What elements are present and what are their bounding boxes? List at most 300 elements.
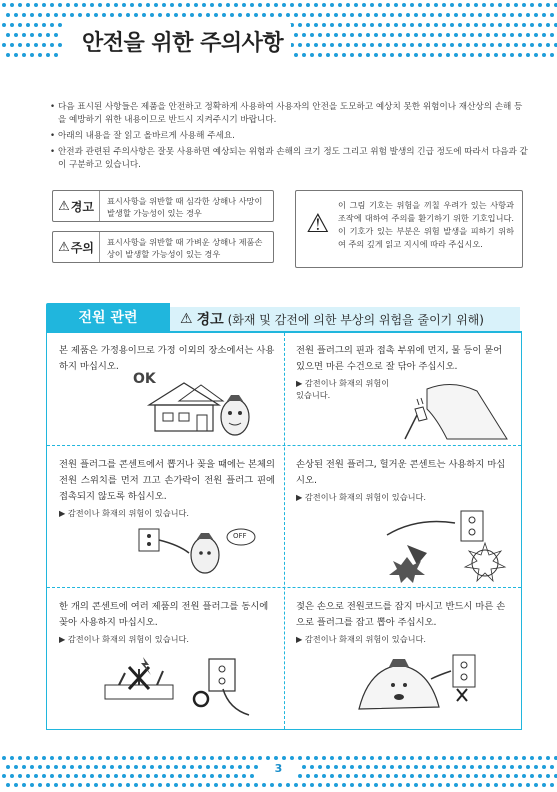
dot xyxy=(318,33,322,37)
dot xyxy=(306,23,310,27)
dot xyxy=(82,3,86,7)
dot xyxy=(550,13,554,17)
dot xyxy=(262,13,266,17)
dot xyxy=(302,53,306,57)
dot xyxy=(226,756,230,760)
dot xyxy=(78,783,82,787)
dot xyxy=(342,33,346,37)
dot xyxy=(50,3,54,7)
dot xyxy=(294,13,298,17)
dot xyxy=(198,13,202,17)
ok-badge: OK xyxy=(133,371,156,387)
dot xyxy=(434,756,438,760)
dot xyxy=(414,53,418,57)
dot xyxy=(242,3,246,7)
dot xyxy=(282,3,286,7)
dot xyxy=(210,3,214,7)
dot xyxy=(234,756,238,760)
dot xyxy=(414,13,418,17)
dot xyxy=(234,3,238,7)
warning-cell-text: 한 개의 콘센트에 여러 제품의 전원 플러그를 동시에 꽂아 사용하지 마십시오. xyxy=(59,601,269,628)
warning-cell-text: 전원 플러그의 핀과 접촉 부위에 먼지, 물 등이 묻어 있으면 마른 수건으로 잘 닦아 주십시오. xyxy=(296,345,503,372)
dot xyxy=(54,33,58,37)
dot xyxy=(302,13,306,17)
dot xyxy=(42,23,46,27)
dot xyxy=(46,13,50,17)
dot xyxy=(318,53,322,57)
dot xyxy=(142,13,146,17)
dot xyxy=(102,13,106,17)
dot xyxy=(266,3,270,7)
dot xyxy=(346,43,350,47)
dot xyxy=(450,756,454,760)
dot xyxy=(322,43,326,47)
dot xyxy=(98,3,102,7)
dot xyxy=(354,23,358,27)
dot xyxy=(306,756,310,760)
dot xyxy=(294,33,298,37)
dot xyxy=(494,53,498,57)
dot xyxy=(142,783,146,787)
dot xyxy=(422,53,426,57)
dot xyxy=(458,23,462,27)
dot xyxy=(118,783,122,787)
dot xyxy=(370,756,374,760)
house-kettle-illustration xyxy=(139,373,259,443)
dot xyxy=(2,23,6,27)
dot xyxy=(414,33,418,37)
dot xyxy=(62,13,66,17)
wet-hand-illustration xyxy=(339,649,489,723)
dot xyxy=(358,13,362,17)
dot xyxy=(282,756,286,760)
dot xyxy=(386,43,390,47)
dot xyxy=(334,13,338,17)
dot xyxy=(18,43,22,47)
dot xyxy=(322,23,326,27)
dot xyxy=(314,23,318,27)
dot xyxy=(394,23,398,27)
dot xyxy=(354,756,358,760)
dot xyxy=(366,33,370,37)
dot xyxy=(530,43,534,47)
dot xyxy=(550,53,554,57)
dot xyxy=(346,3,350,7)
dot xyxy=(350,783,354,787)
dot xyxy=(306,43,310,47)
dot xyxy=(278,13,282,17)
dot xyxy=(454,33,458,37)
dot xyxy=(446,53,450,57)
dot xyxy=(98,756,102,760)
dot xyxy=(294,53,298,57)
dot xyxy=(286,13,290,17)
dot xyxy=(58,3,62,7)
dot xyxy=(238,13,242,17)
dot xyxy=(58,43,62,47)
dot xyxy=(522,43,526,47)
dot xyxy=(94,13,98,17)
dot xyxy=(174,13,178,17)
dot xyxy=(138,756,142,760)
dot xyxy=(162,756,166,760)
dot xyxy=(450,23,454,27)
dot xyxy=(34,756,38,760)
dot xyxy=(362,43,366,47)
dot xyxy=(122,756,126,760)
dot xyxy=(522,3,526,7)
dot xyxy=(182,783,186,787)
dot xyxy=(378,23,382,27)
dot xyxy=(86,783,90,787)
dot xyxy=(146,3,150,7)
dot xyxy=(206,783,210,787)
dot xyxy=(486,783,490,787)
dot xyxy=(254,13,258,17)
warning-label: 경고 xyxy=(70,199,94,214)
dot xyxy=(314,3,318,7)
dot xyxy=(446,33,450,37)
dot xyxy=(478,53,482,57)
dot xyxy=(502,13,506,17)
dot xyxy=(534,53,538,57)
off-badge: OFF xyxy=(233,532,247,540)
warning-cell xyxy=(296,599,512,645)
dot xyxy=(330,23,334,27)
dot xyxy=(442,3,446,7)
dot xyxy=(230,783,234,787)
dot xyxy=(478,13,482,17)
dot xyxy=(158,783,162,787)
dot xyxy=(422,783,426,787)
warning-cell-text: 젖은 손으로 전원코드를 잡지 마시고 반드시 마른 손으로 플러그를 잡고 뽑아 주십시오. xyxy=(296,601,506,628)
dot xyxy=(210,756,214,760)
warning-cell-note: ▶ 감전이나 화재의 위험이 있습니다. xyxy=(296,492,427,502)
dot xyxy=(46,783,50,787)
dot xyxy=(422,13,426,17)
dot xyxy=(334,53,338,57)
dot xyxy=(202,3,206,7)
dot xyxy=(410,3,414,7)
dot xyxy=(418,3,422,7)
dot xyxy=(190,13,194,17)
dot xyxy=(498,3,502,7)
dot xyxy=(50,756,54,760)
warning-cell xyxy=(59,457,275,519)
dot xyxy=(90,3,94,7)
dot xyxy=(22,53,26,57)
dot xyxy=(326,33,330,37)
dot xyxy=(550,33,554,37)
symbol-explanation-text: 이 그림 기호는 위험을 끼칠 우려가 있는 사항과 조작에 대하여 주의를 환기하기 위한 기호입니다. 이 기호가 있는 부분은 위험 발생을 피하기 위하여 주의 깊게 읽고 지시에 따라 주십시오. xyxy=(338,200,514,249)
dot xyxy=(474,43,478,47)
dot xyxy=(454,13,458,17)
dot xyxy=(458,756,462,760)
dot xyxy=(18,23,22,27)
dot xyxy=(310,53,314,57)
dot xyxy=(62,783,66,787)
dot xyxy=(538,756,542,760)
warning-cell xyxy=(59,599,275,645)
dot xyxy=(406,13,410,17)
dot xyxy=(518,783,522,787)
dot xyxy=(158,13,162,17)
dot xyxy=(42,43,46,47)
dot xyxy=(470,13,474,17)
dot xyxy=(254,783,258,787)
dot xyxy=(182,13,186,17)
dot xyxy=(418,756,422,760)
dot xyxy=(302,33,306,37)
dot xyxy=(502,783,506,787)
dot xyxy=(398,13,402,17)
dot xyxy=(442,23,446,27)
dot xyxy=(426,3,430,7)
warning-cell-text: 전원 플러그를 콘센트에서 뽑거나 꽂을 때에는 본체의 전원 스위치를 먼저 끄고 손가락이 전원 플러그 핀에 접촉되지 않도록 하십시오. xyxy=(59,459,275,502)
dot xyxy=(366,13,370,17)
dot xyxy=(442,756,446,760)
dot xyxy=(194,756,198,760)
dot xyxy=(34,23,38,27)
dot xyxy=(54,783,58,787)
dot xyxy=(174,783,178,787)
dot xyxy=(494,13,498,17)
dot xyxy=(354,3,358,7)
dot xyxy=(494,783,498,787)
caution-tag xyxy=(53,232,100,262)
dot xyxy=(374,783,378,787)
dot xyxy=(518,33,522,37)
section-warning-bar xyxy=(170,307,520,331)
dot xyxy=(134,13,138,17)
intro-item: • 아래의 내용을 잘 읽고 올바르게 사용해 주세요. xyxy=(50,130,528,143)
dot xyxy=(402,3,406,7)
dot xyxy=(22,783,26,787)
dot xyxy=(54,53,58,57)
dot xyxy=(358,53,362,57)
dot xyxy=(438,53,442,57)
dot xyxy=(42,756,46,760)
dot xyxy=(38,33,42,37)
wiping-plug-illustration xyxy=(397,379,515,443)
dot xyxy=(534,13,538,17)
dot xyxy=(370,23,374,27)
dot xyxy=(406,783,410,787)
dot xyxy=(238,783,242,787)
dot xyxy=(434,43,438,47)
dot xyxy=(310,33,314,37)
dot xyxy=(138,3,142,7)
dot xyxy=(342,783,346,787)
dot xyxy=(214,13,218,17)
dot xyxy=(486,13,490,17)
dot xyxy=(486,53,490,57)
dot xyxy=(222,783,226,787)
dot xyxy=(2,43,6,47)
dot xyxy=(314,43,318,47)
dot xyxy=(526,33,530,37)
dot xyxy=(354,43,358,47)
dot xyxy=(538,23,542,27)
dot xyxy=(546,43,550,47)
dot xyxy=(374,53,378,57)
dot xyxy=(462,33,466,37)
dot xyxy=(490,756,494,760)
dot xyxy=(390,13,394,17)
page-number xyxy=(0,762,557,775)
dot xyxy=(22,33,26,37)
dot xyxy=(358,33,362,37)
dot xyxy=(250,756,254,760)
dot xyxy=(166,783,170,787)
dot xyxy=(474,3,478,7)
warning-cell-text: 손상된 전원 플러그, 헐거운 콘센트는 사용하지 마십시오. xyxy=(296,459,506,486)
dot xyxy=(102,783,106,787)
section-warning-desc: (화재 및 감전에 의한 부상의 위험을 줄이기 위해) xyxy=(227,312,484,327)
dot xyxy=(430,783,434,787)
dot xyxy=(126,13,130,17)
grid-divider xyxy=(284,333,285,729)
dot xyxy=(218,756,222,760)
dot xyxy=(346,23,350,27)
dot xyxy=(178,3,182,7)
dot xyxy=(170,3,174,7)
dot xyxy=(378,43,382,47)
dot xyxy=(14,783,18,787)
dot xyxy=(470,783,474,787)
dot xyxy=(30,33,34,37)
grid-divider xyxy=(47,587,521,588)
dot xyxy=(490,43,494,47)
dot xyxy=(226,3,230,7)
dot xyxy=(134,783,138,787)
page-number-text: 3 xyxy=(265,762,293,775)
dot xyxy=(394,756,398,760)
warning-triangle-icon: ⚠ xyxy=(180,311,193,327)
dot xyxy=(410,43,414,47)
dot xyxy=(38,53,42,57)
dot xyxy=(402,23,406,27)
dot xyxy=(506,43,510,47)
dot xyxy=(66,3,70,7)
dot xyxy=(82,756,86,760)
dot xyxy=(406,53,410,57)
dot xyxy=(530,756,534,760)
dot xyxy=(46,53,50,57)
dot xyxy=(378,756,382,760)
damaged-plug-illustration xyxy=(377,505,517,585)
dot xyxy=(414,783,418,787)
warning-triangle-icon: ⚠ xyxy=(58,198,70,214)
dot xyxy=(490,3,494,7)
dot xyxy=(474,23,478,27)
warning-cell xyxy=(59,343,275,375)
dot xyxy=(114,3,118,7)
dot xyxy=(362,3,366,7)
dot xyxy=(194,3,198,7)
dot xyxy=(14,13,18,17)
dot xyxy=(362,756,366,760)
dot xyxy=(106,756,110,760)
dot xyxy=(122,3,126,7)
dot xyxy=(86,13,90,17)
dot xyxy=(230,13,234,17)
dot xyxy=(186,756,190,760)
dot xyxy=(10,3,14,7)
dot xyxy=(430,33,434,37)
dot xyxy=(94,783,98,787)
dot xyxy=(22,13,26,17)
dot xyxy=(2,3,6,7)
dot xyxy=(274,756,278,760)
dot xyxy=(242,756,246,760)
dot xyxy=(390,783,394,787)
dot xyxy=(338,23,342,27)
dot xyxy=(478,783,482,787)
dot xyxy=(10,756,14,760)
dot xyxy=(434,3,438,7)
dot xyxy=(342,13,346,17)
dot xyxy=(458,3,462,7)
warning-cell-note: ▶ 감전이나 화재의 위험이 있습니다. xyxy=(59,634,190,644)
dot xyxy=(78,13,82,17)
dot xyxy=(522,756,526,760)
dot xyxy=(542,53,546,57)
dot xyxy=(326,783,330,787)
dot xyxy=(26,756,30,760)
dot xyxy=(46,33,50,37)
dot xyxy=(434,23,438,27)
dot xyxy=(534,783,538,787)
dot xyxy=(70,783,74,787)
dot xyxy=(510,783,514,787)
dot xyxy=(522,23,526,27)
dot xyxy=(90,756,94,760)
dot xyxy=(514,3,518,7)
caution-triangle-icon: ⚠ xyxy=(58,239,70,255)
dot xyxy=(458,43,462,47)
dot xyxy=(498,756,502,760)
dot xyxy=(294,783,298,787)
dot xyxy=(438,13,442,17)
dot xyxy=(326,13,330,17)
intro-list xyxy=(50,101,528,175)
dot xyxy=(510,33,514,37)
dot xyxy=(394,43,398,47)
dot xyxy=(266,756,270,760)
caution-label: 주의 xyxy=(70,240,94,255)
dot xyxy=(106,3,110,7)
warning-cell-text: 본 제품은 가정용이므로 가정 이외의 장소에서는 사용하지 마십시오. xyxy=(59,345,275,372)
warning-tag xyxy=(53,191,100,221)
dot xyxy=(338,43,342,47)
section-tab: 전원 관련 xyxy=(46,303,170,331)
dot xyxy=(482,3,486,7)
dot xyxy=(430,53,434,57)
dot xyxy=(374,13,378,17)
dot xyxy=(542,33,546,37)
dot xyxy=(38,783,42,787)
warning-cell-note: ▶ 감전이나 화재의 위험이 있습니다. xyxy=(59,508,190,518)
dot xyxy=(418,43,422,47)
dot xyxy=(422,33,426,37)
dot xyxy=(386,3,390,7)
dot xyxy=(526,53,530,57)
dot xyxy=(482,43,486,47)
dot xyxy=(66,756,70,760)
intro-item: • 안전과 관련된 주의사항은 잘못 사용하면 예상되는 위험과 손해의 크기 정도 그리고 위험 발생의 긴급 정도에 따라서 다음과 같이 구분하고 있습니다. xyxy=(50,146,528,172)
warning-legend xyxy=(52,190,274,222)
